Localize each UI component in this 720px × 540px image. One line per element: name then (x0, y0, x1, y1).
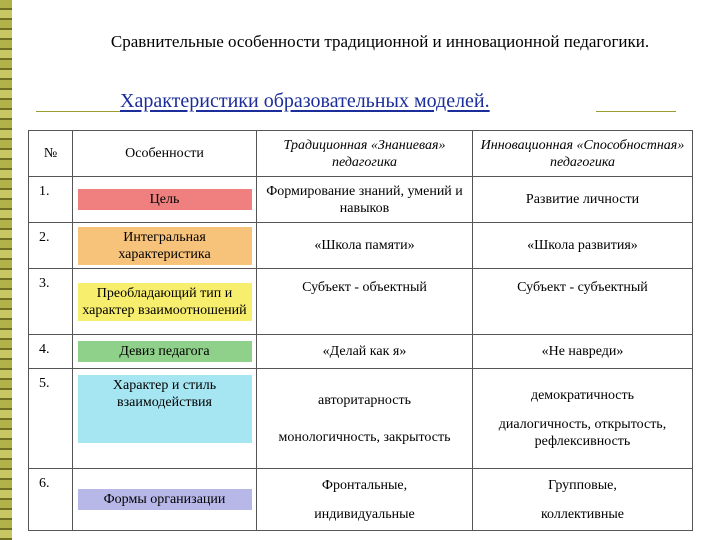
row-feature: Интегральная характеристика (78, 227, 252, 265)
row-traditional: «Делай как я» (257, 335, 473, 369)
row-innovative: Развитие личности (473, 177, 693, 223)
comparison-table (28, 130, 693, 531)
table-row (29, 469, 693, 531)
row-feature-cell (73, 469, 257, 531)
table-row (29, 269, 693, 335)
row-num: 1. (29, 177, 73, 223)
row-innovative-part1: Групповые, (548, 477, 617, 493)
table-row (29, 177, 693, 223)
table-row (29, 335, 693, 369)
table-row (29, 369, 693, 469)
row-feature: Характер и стиль взаимодействия (78, 375, 252, 443)
row-feature: Цель (78, 189, 252, 210)
row-feature: Формы организации (78, 489, 252, 510)
row-feature: Девиз педагога (78, 341, 252, 362)
header-num: № (29, 131, 73, 177)
page-title: Сравнительные особенности традиционной и инновационной педагогики. (110, 32, 650, 51)
row-traditional-cell (257, 369, 473, 469)
row-innovative-cell (473, 469, 693, 531)
row-traditional-part1: авторитарность (318, 392, 411, 408)
row-innovative-cell (473, 369, 693, 469)
row-innovative: Субъект - субъектный (473, 269, 693, 335)
row-traditional-part1: Фронтальные, (321, 477, 408, 493)
row-innovative-part1: демократичность (530, 388, 635, 403)
row-traditional-cell (257, 469, 473, 531)
header-feature: Особенности (73, 131, 257, 177)
row-feature-cell (73, 269, 257, 335)
row-feature-cell (73, 369, 257, 469)
row-innovative-part2: коллективные (540, 506, 625, 522)
page-subtitle: Характеристики образовательных моделей. (120, 90, 490, 112)
row-num: 2. (29, 223, 73, 269)
header-innovative: Инновационная «Способностная» педагогика (473, 131, 693, 177)
table-row (29, 223, 693, 269)
row-feature-cell (73, 177, 257, 223)
side-decoration (0, 0, 12, 540)
row-feature: Преобладающий тип и характер взаимоотношений (78, 283, 252, 321)
table-header-row (29, 131, 693, 177)
row-num: 6. (29, 469, 73, 531)
row-traditional-part2: индивидуальные (314, 506, 415, 522)
row-num: 5. (29, 369, 73, 469)
header-traditional: Традиционная «Знаниевая» педагогика (257, 131, 473, 177)
row-innovative-part2: диалогичность, открытость, рефлексивность (498, 417, 667, 449)
subtitle-rule-left (36, 111, 126, 112)
row-feature-cell (73, 335, 257, 369)
row-traditional: Субъект - объектный (257, 269, 473, 335)
row-traditional-part2: монологичность, закрытость (278, 429, 451, 445)
row-traditional: «Школа памяти» (257, 223, 473, 269)
row-num: 4. (29, 335, 73, 369)
row-feature-cell (73, 223, 257, 269)
row-num: 3. (29, 269, 73, 335)
subtitle-rule-right (596, 111, 676, 112)
row-innovative: «Не навреди» (473, 335, 693, 369)
row-traditional: Формирование знаний, умений и навыков (257, 177, 473, 223)
row-innovative: «Школа развития» (473, 223, 693, 269)
